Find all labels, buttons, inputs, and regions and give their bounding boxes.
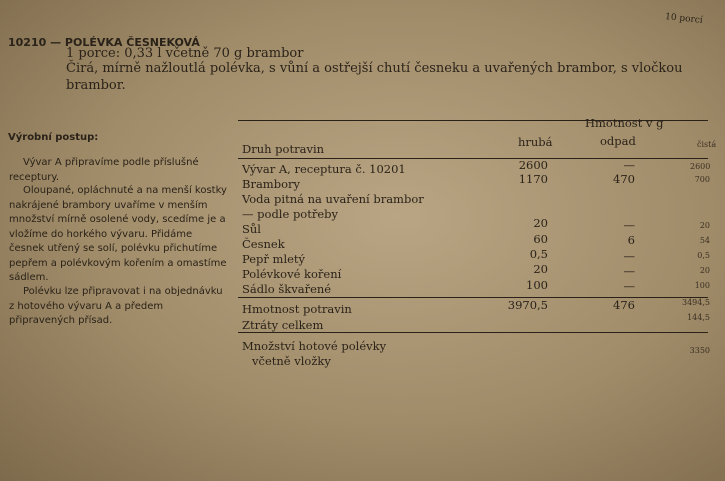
totals-rule (238, 297, 708, 298)
row-waste: — (623, 158, 635, 172)
row-name: Sádlo škvařené (242, 282, 332, 296)
description-line-2: brambor. (66, 78, 126, 93)
page-portions-note: 10 porcí (664, 12, 704, 26)
row-waste: 6 (627, 233, 635, 247)
row-waste: — (623, 218, 635, 232)
row-gross: 100 (526, 278, 548, 292)
row-waste: — (623, 279, 635, 293)
row-gross: 2600 (518, 158, 548, 172)
row-net: 54 (699, 236, 710, 245)
losses-net: 144,5 (687, 313, 710, 322)
row-net: 20 (699, 266, 710, 275)
row-net: 2600 (690, 162, 711, 171)
col-header-net: čistá (697, 140, 717, 149)
losses-rule (238, 332, 708, 333)
totals-waste: 476 (613, 298, 635, 312)
row-name: Pepř mletý (242, 252, 306, 266)
yield-name-line-1: Množství hotové polévky (242, 339, 387, 353)
table-header-rule (238, 158, 708, 159)
row-name: Voda pitná na uvaření brambor (242, 192, 424, 206)
col-header-waste: odpad (600, 134, 636, 148)
row-gross: 1170 (518, 172, 548, 186)
recipe-title: 10210 — POLÉVKA ČESNEKOVÁ (8, 36, 200, 49)
row-waste: — (623, 264, 635, 278)
row-name: — podle potřeby (242, 207, 339, 221)
row-gross: 20 (533, 262, 548, 276)
row-waste: 470 (613, 172, 635, 186)
procedure-paragraph: Polévku lze připravovat i na objednávku z hotového vývaru A a předem připravených přísad. (9, 286, 223, 326)
row-waste: — (623, 249, 635, 263)
row-gross: 60 (533, 232, 548, 246)
yield-name-line-2: včetně vložky (252, 354, 331, 368)
row-name: Vývar A, receptura č. 10201 (242, 162, 406, 176)
col-header-gross: hrubá (518, 135, 553, 149)
totals-net: 3494,5 (682, 298, 710, 307)
losses-name: Ztráty celkem (242, 318, 324, 332)
procedure-title: Výrobní postup: (8, 132, 99, 143)
procedure-paragraph: Vývar A připravíme podle příslušné receptury. (9, 157, 199, 183)
yield-net: 3350 (689, 346, 710, 355)
row-name: Brambory (242, 177, 300, 191)
row-name: Česnek (242, 237, 285, 251)
procedure-paragraph: Oloupané, opláchnuté a na menší kostky nakrájené brambory uvaříme v menším množství mírně osolené vody, scedíme je a vložíme do horkého vývaru. Přidáme česnek utřený se solí, polévku přichutíme pepřem a polévkovým kořením a omastíme sádlem. (9, 185, 227, 283)
portion-size: 1 porce: 0,33 l včetně 70 g brambor (66, 46, 304, 61)
totals-gross: 3970,5 (507, 298, 548, 312)
col-header-food: Druh potravin (242, 142, 325, 156)
row-net: 100 (694, 281, 710, 290)
row-net: 0,5 (697, 251, 710, 260)
row-gross: 0,5 (529, 247, 548, 261)
totals-name: Hmotnost potravin (242, 302, 352, 316)
row-gross: 20 (533, 216, 548, 230)
row-name: Sůl (242, 222, 261, 236)
description-line-1: Čirá, mírně nažloutlá polévka, s vůní a ostřejší chutí česneku a uvařených brambor, s vločkou (66, 61, 683, 76)
row-net: 20 (699, 221, 710, 230)
weight-group-header: Hmotnost v g (585, 116, 664, 130)
row-name: Polévkové koření (242, 267, 342, 281)
row-net: 700 (694, 175, 710, 184)
